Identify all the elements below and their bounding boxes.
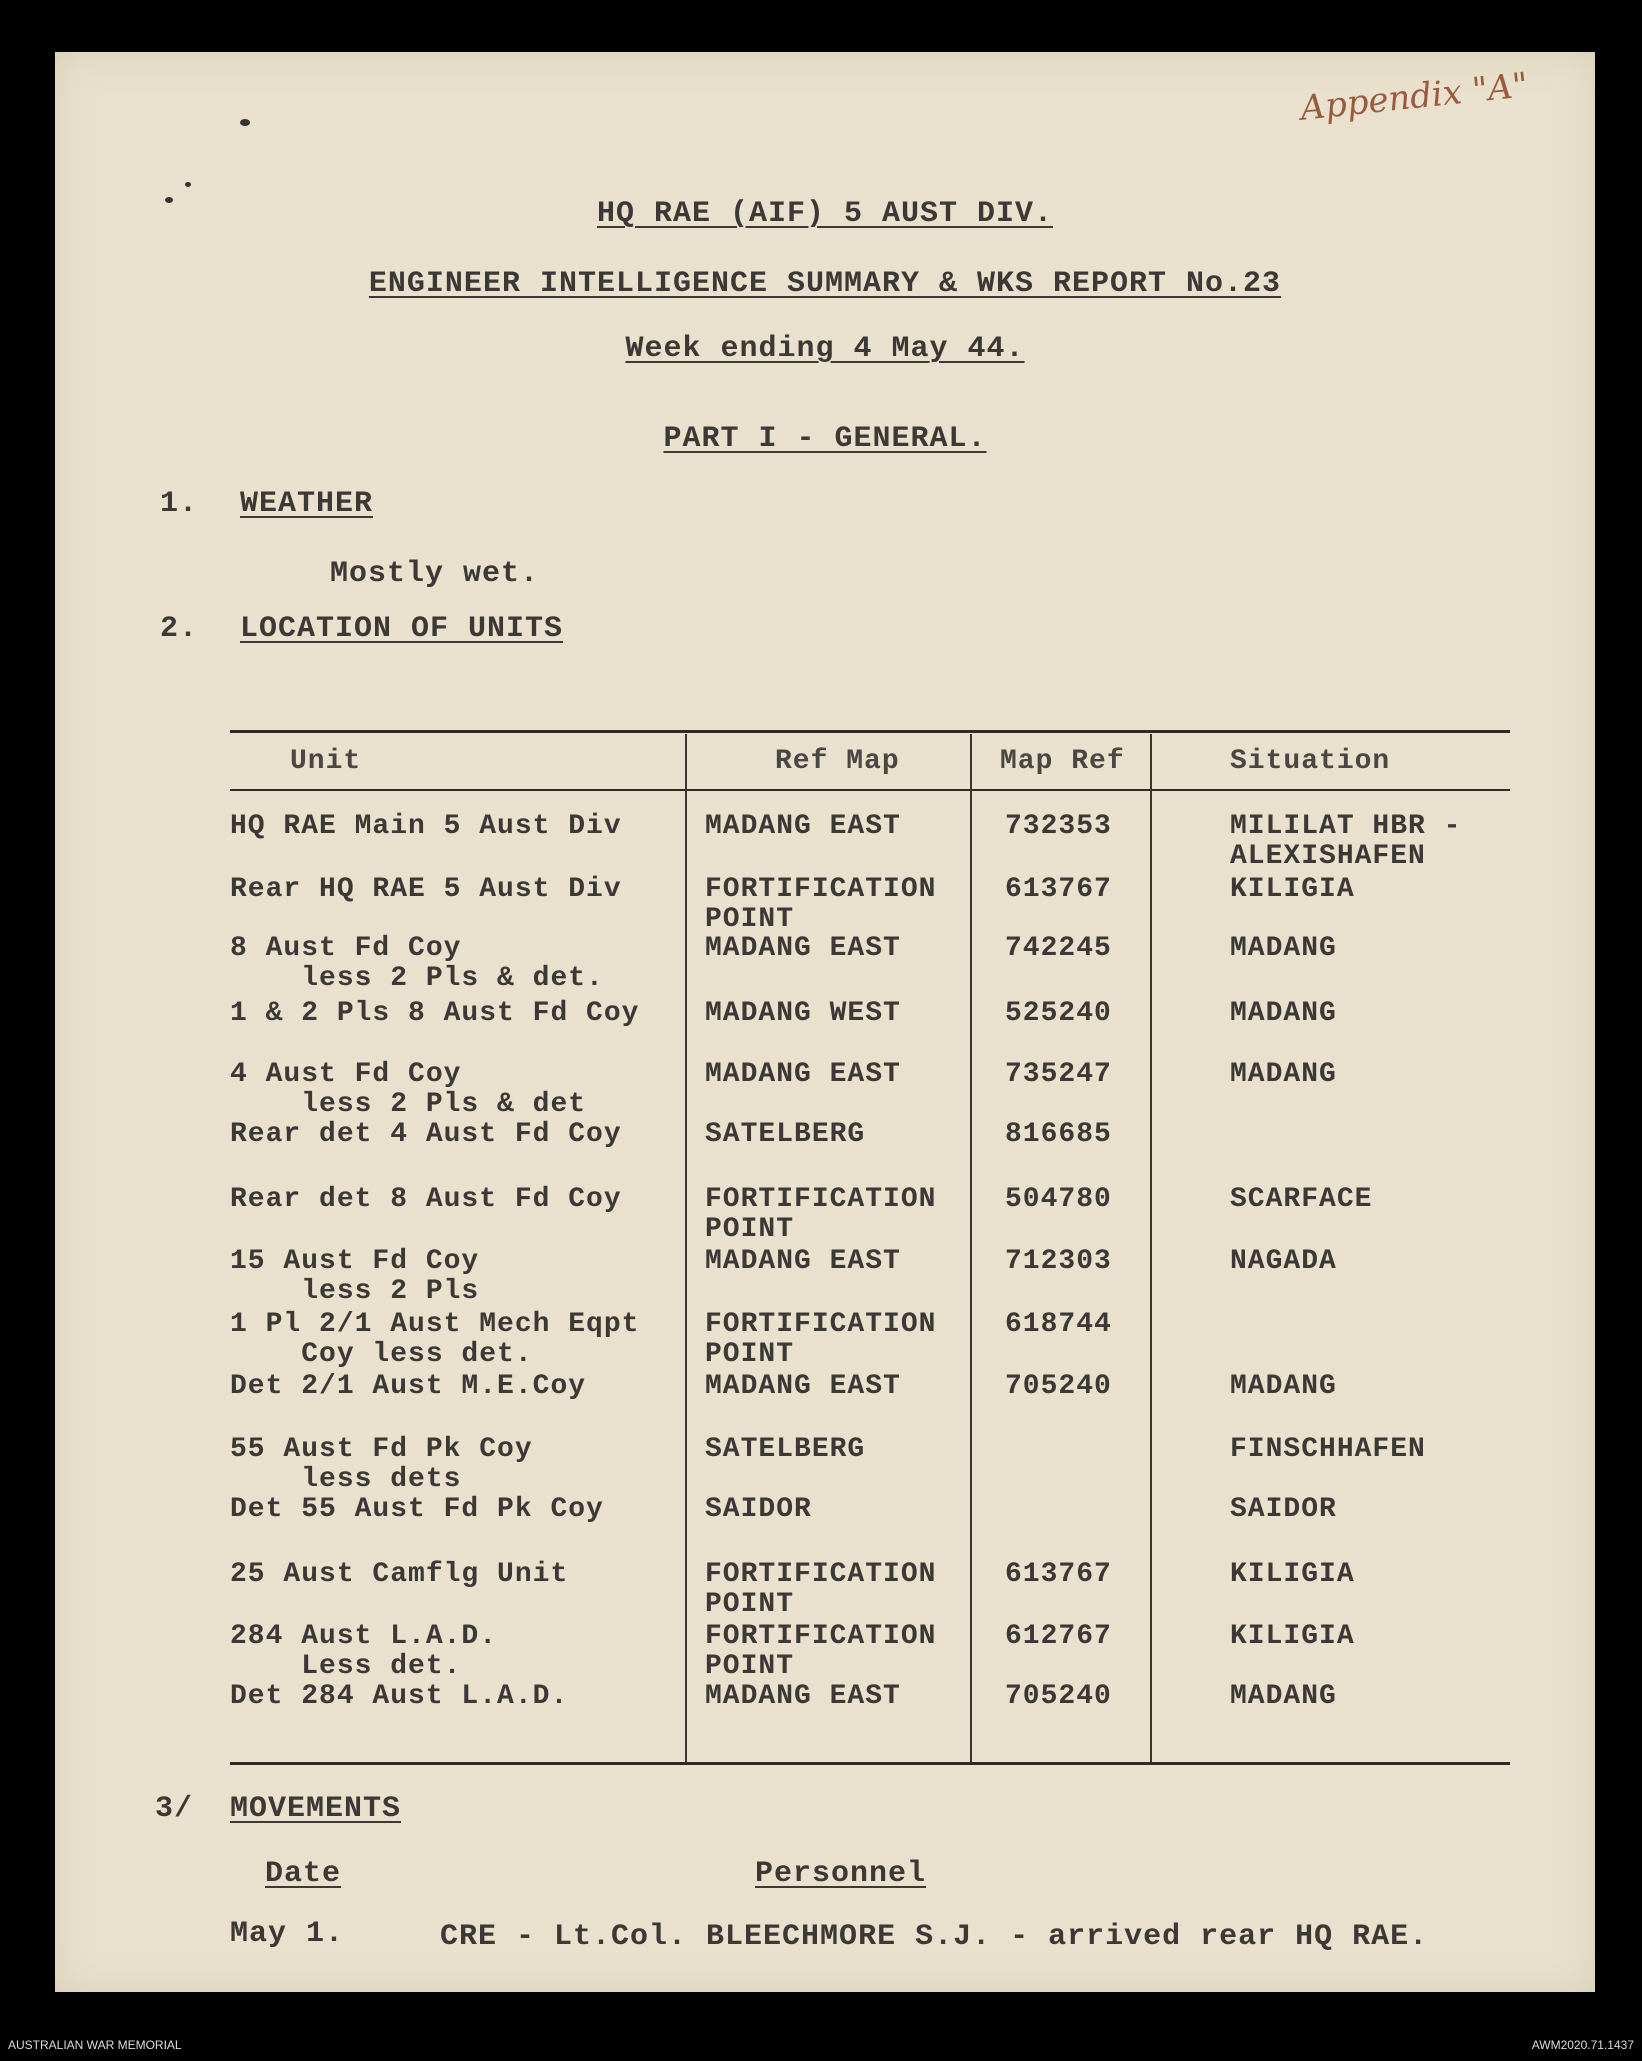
table-cell-ref-map: MADANG EAST	[705, 1681, 901, 1712]
header-week-ending: Week ending 4 May 44.	[625, 332, 1025, 366]
footer-left: AUSTRALIAN WAR MEMORIAL	[8, 2038, 182, 2052]
footer-right: AWM2020.71.1437	[1531, 2038, 1634, 2052]
table-cell-ref-map: MADANG WEST	[705, 998, 901, 1029]
weather-text: Mostly wet.	[330, 557, 540, 591]
table-cell-situation: SAIDOR	[1230, 1494, 1337, 1525]
table-cell-unit: Det 55 Aust Fd Pk Coy	[230, 1494, 604, 1525]
table-cell-unit: 8 Aust Fd Coy less 2 Pls & det.	[230, 933, 604, 994]
table-cell-unit: 15 Aust Fd Coy less 2 Pls	[230, 1246, 480, 1307]
column-header-situation: Situation	[1230, 746, 1391, 777]
table-cell-unit: 284 Aust L.A.D. Less det.	[230, 1621, 498, 1682]
table-cell-ref-map: FORTIFICATION POINT	[705, 1621, 937, 1682]
table-cell-unit: Rear det 4 Aust Fd Coy	[230, 1119, 622, 1150]
table-cell-unit: 55 Aust Fd Pk Coy less dets	[230, 1434, 533, 1495]
section-title-movements: MOVEMENTS	[230, 1792, 402, 1826]
table-cell-ref-map: FORTIFICATION POINT	[705, 1184, 937, 1245]
table-bottom-rule	[230, 1762, 1510, 1765]
table-cell-ref-map: FORTIFICATION POINT	[705, 1309, 937, 1370]
table-cell-map-ref: 705240	[1005, 1371, 1112, 1402]
movement-date: May 1.	[230, 1917, 345, 1951]
table-cell-map-ref: 732353	[1005, 811, 1112, 842]
table-cell-map-ref: 712303	[1005, 1246, 1112, 1277]
column-divider	[1150, 734, 1152, 1762]
table-cell-ref-map: SAIDOR	[705, 1494, 812, 1525]
table-cell-ref-map: MADANG EAST	[705, 1371, 901, 1402]
ink-blot	[240, 119, 250, 126]
movements-column-personnel: Personnel	[755, 1857, 927, 1891]
table-cell-map-ref: 613767	[1005, 1559, 1112, 1590]
column-divider	[685, 734, 687, 1762]
column-header-map-ref: Map Ref	[1000, 746, 1125, 777]
table-cell-situation: MADANG	[1230, 1371, 1337, 1402]
section-number: 1.	[160, 487, 199, 521]
table-cell-map-ref: 618744	[1005, 1309, 1112, 1340]
table-cell-situation: MADANG	[1230, 1681, 1337, 1712]
section-title-weather: WEATHER	[240, 487, 374, 521]
table-cell-map-ref: 735247	[1005, 1059, 1112, 1090]
handwritten-annotation: Appendix "A"	[1298, 65, 1531, 129]
units-table	[230, 677, 1510, 1767]
movements-column-date: Date	[265, 1857, 342, 1891]
table-cell-ref-map: SATELBERG	[705, 1434, 866, 1465]
table-cell-map-ref: 613767	[1005, 874, 1112, 905]
table-cell-unit: Rear HQ RAE 5 Aust Div	[230, 874, 622, 905]
table-cell-situation: MILILAT HBR - ALEXISHAFEN	[1230, 811, 1462, 872]
table-top-rule	[230, 730, 1510, 733]
table-cell-map-ref: 525240	[1005, 998, 1112, 1029]
section-number: 2.	[160, 612, 199, 646]
table-cell-situation: SCARFACE	[1230, 1184, 1373, 1215]
table-cell-unit: 1 Pl 2/1 Aust Mech Eqpt Coy less det.	[230, 1309, 640, 1370]
table-cell-situation: KILIGIA	[1230, 874, 1355, 905]
table-cell-ref-map: MADANG EAST	[705, 1246, 901, 1277]
column-header-ref-map: Ref Map	[775, 746, 900, 777]
table-cell-map-ref: 504780	[1005, 1184, 1112, 1215]
table-header-rule	[230, 789, 1510, 791]
header-report-title: ENGINEER INTELLIGENCE SUMMARY & WKS REPORT No.23	[368, 267, 1282, 301]
table-cell-ref-map: FORTIFICATION POINT	[705, 874, 937, 935]
table-cell-unit: Det 284 Aust L.A.D.	[230, 1681, 569, 1712]
document-page	[55, 52, 1595, 1992]
header-unit: HQ RAE (AIF) 5 AUST DIV.	[596, 197, 1054, 231]
table-cell-ref-map: MADANG EAST	[705, 933, 901, 964]
table-cell-unit: Det 2/1 Aust M.E.Coy	[230, 1371, 587, 1402]
section-title-location: LOCATION OF UNITS	[240, 612, 564, 646]
column-header-unit: Unit	[290, 746, 362, 777]
table-cell-ref-map: MADANG EAST	[705, 811, 901, 842]
part-title: PART I - GENERAL.	[663, 422, 987, 456]
table-cell-map-ref: 816685	[1005, 1119, 1112, 1150]
table-cell-unit: Rear det 8 Aust Fd Coy	[230, 1184, 622, 1215]
table-cell-map-ref: 742245	[1005, 933, 1112, 964]
table-cell-ref-map: MADANG EAST	[705, 1059, 901, 1090]
table-cell-map-ref: 705240	[1005, 1681, 1112, 1712]
table-cell-map-ref: 612767	[1005, 1621, 1112, 1652]
table-cell-unit: 4 Aust Fd Coy less 2 Pls & det	[230, 1059, 587, 1120]
table-cell-situation: NAGADA	[1230, 1246, 1337, 1277]
ink-blot	[185, 182, 191, 187]
table-cell-ref-map: FORTIFICATION POINT	[705, 1559, 937, 1620]
table-cell-situation: MADANG	[1230, 1059, 1337, 1090]
table-cell-unit: 1 & 2 Pls 8 Aust Fd Coy	[230, 998, 640, 1029]
table-cell-situation: KILIGIA	[1230, 1621, 1355, 1652]
table-cell-situation: FINSCHHAFEN	[1230, 1434, 1426, 1465]
table-cell-situation: MADANG	[1230, 933, 1337, 964]
section-number: 3/	[155, 1792, 194, 1826]
table-cell-situation: MADANG	[1230, 998, 1337, 1029]
table-cell-unit: 25 Aust Camflg Unit	[230, 1559, 569, 1590]
column-divider	[970, 734, 972, 1762]
table-cell-situation: KILIGIA	[1230, 1559, 1355, 1590]
movement-text: CRE - Lt.Col. BLEECHMORE S.J. - arrived rear HQ RAE.	[440, 1920, 1429, 1954]
table-cell-unit: HQ RAE Main 5 Aust Div	[230, 811, 622, 842]
table-cell-ref-map: SATELBERG	[705, 1119, 866, 1150]
